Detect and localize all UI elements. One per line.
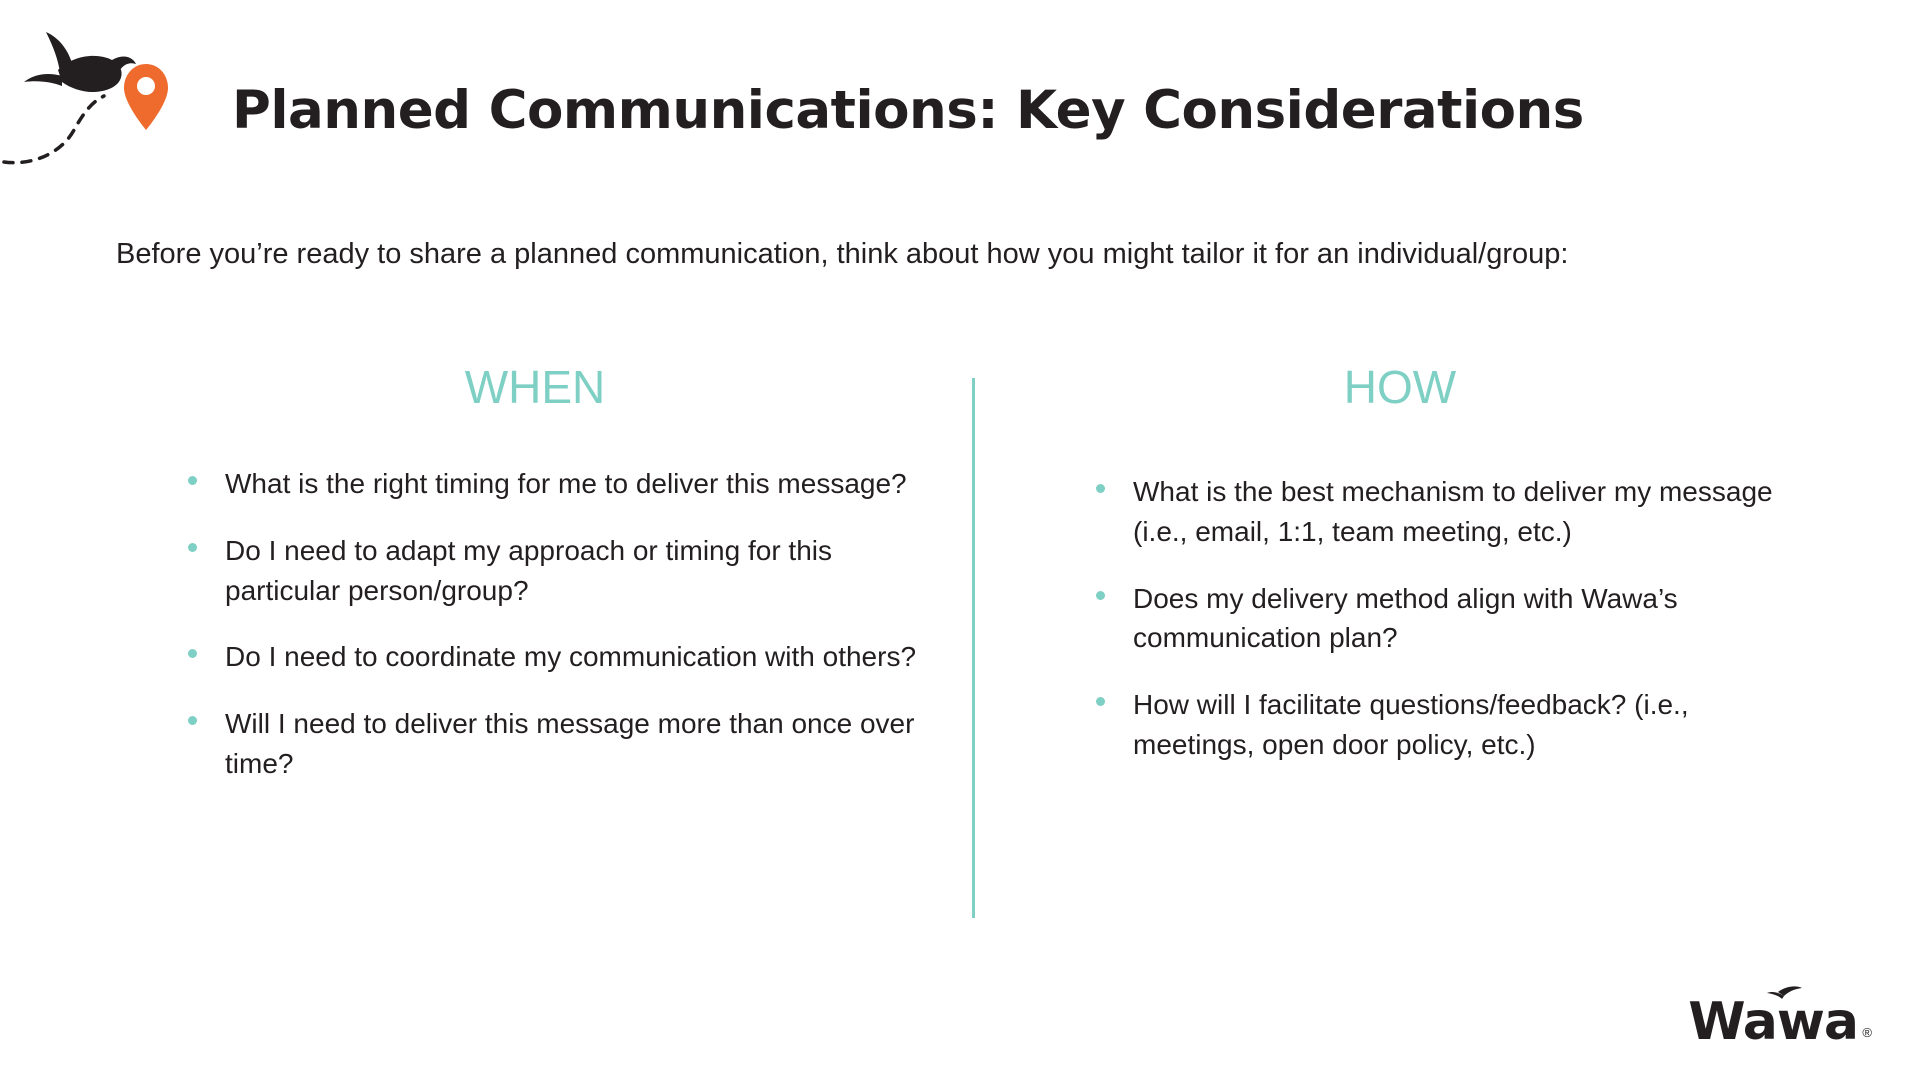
column-how — [1000, 360, 1800, 792]
list-item-text: What is the right timing for me to deliver this message? — [225, 468, 907, 499]
columns-container — [0, 360, 1920, 980]
bullet-dot-icon — [1096, 697, 1105, 706]
list-item-text: What is the best mechanism to deliver my message (i.e., email, 1:1, team meeting, etc.) — [1133, 476, 1773, 547]
bullet-dot-icon — [1096, 484, 1105, 493]
bullet-dot-icon — [188, 716, 197, 725]
list-item — [1078, 579, 1800, 659]
column-how-heading: HOW — [1343, 361, 1457, 413]
list-item-text: Do I need to adapt my approach or timing for this particular person/group? — [225, 534, 832, 606]
map-pin-icon — [124, 64, 168, 130]
column-when-list — [110, 464, 950, 784]
column-when — [110, 360, 950, 811]
intro-paragraph: Before you’re ready to share a planned communication, think about how you might tailor it for an individual/group: — [116, 238, 1569, 270]
goose-flight-icon — [0, 30, 210, 170]
list-item — [170, 637, 950, 677]
page-title: Planned Communications: Key Considerations — [232, 80, 1584, 141]
bullet-dot-icon — [188, 476, 197, 485]
list-item — [170, 531, 950, 611]
wawa-trademark: ® — [1862, 1025, 1872, 1040]
list-item — [170, 464, 950, 504]
list-item-text: Do I need to coordinate my communication with others? — [225, 641, 917, 673]
bullet-dot-icon — [188, 649, 197, 658]
bullet-dot-icon — [188, 543, 197, 552]
list-item-text: Will I need to deliver this message more than once over time? — [225, 708, 915, 779]
bullet-dot-icon — [1096, 591, 1105, 600]
slide-header — [0, 0, 1920, 200]
column-when-heading: WHEN — [464, 361, 606, 413]
list-item-text: Does my delivery method align with Wawa’s communication plan? — [1133, 582, 1678, 654]
column-how-list — [1000, 472, 1800, 765]
list-item — [1078, 472, 1800, 552]
list-item-text: How will I facilitate questions/feedback? (i.e., meetings, open door policy, etc.) — [1133, 689, 1689, 760]
wawa-wordmark: Wawa — [1688, 992, 1858, 1052]
list-item — [1078, 685, 1800, 765]
list-item — [170, 704, 950, 784]
